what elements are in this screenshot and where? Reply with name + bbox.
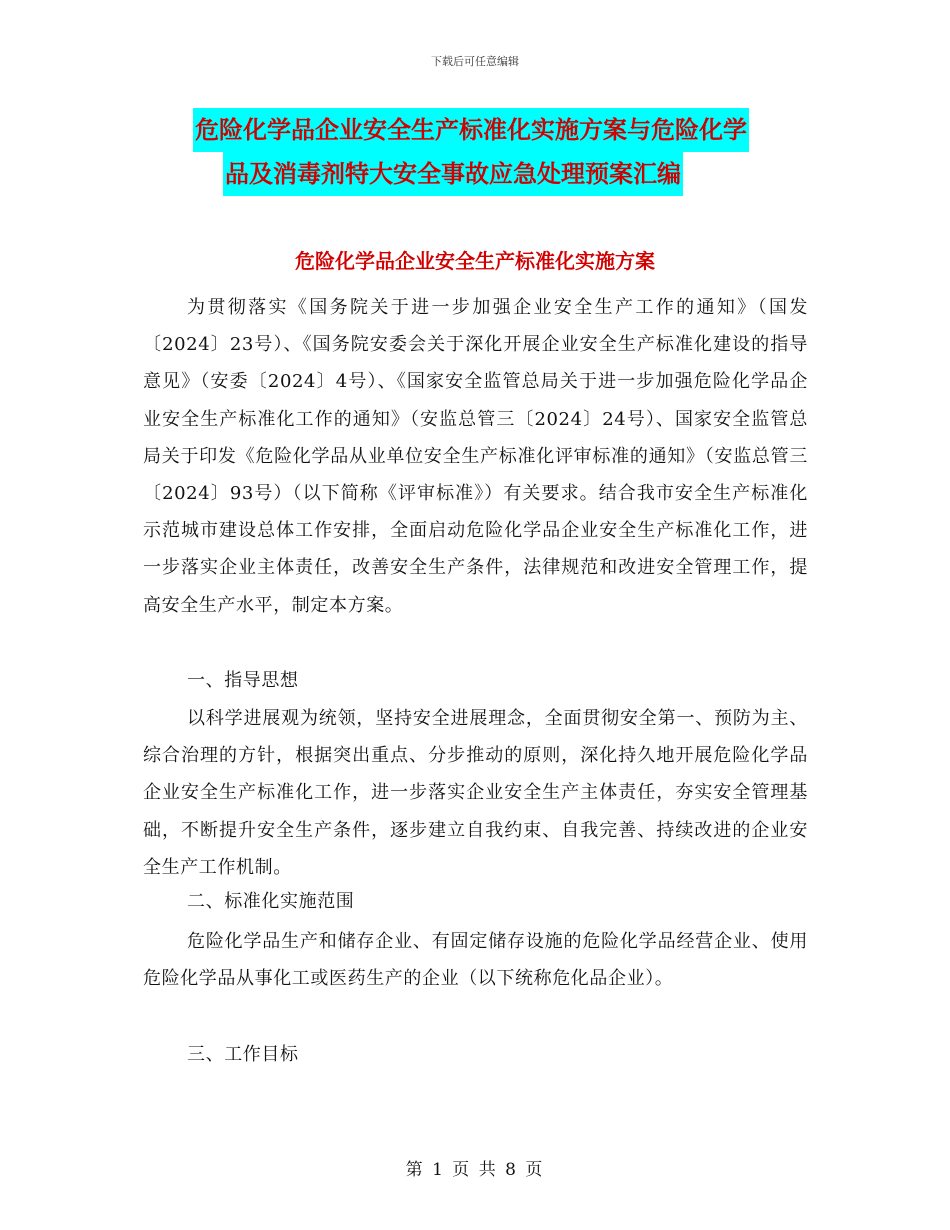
heading-goals: 三、工作目标 [187, 1044, 299, 1065]
title-highlight-1: 危险化学品企业安全生产标准化实施方案与危险化学 [193, 108, 749, 152]
paragraph-scope: 危险化学品生产和储存企业、有固定储存设施的危险化学品经营企业、使用危险化学品从事化工或医药生产的企业（以下统称危化品企业）。 [143, 931, 808, 990]
section-title: 危险化学品企业安全生产标准化实施方案 [295, 249, 655, 273]
paragraph-intro: 为贯彻落实《国务院关于进一步加强企业安全生产工作的通知》（国发〔2024〕23号）、《国务院安委会关于深化开展企业安全生产标准化建设的指导意见》（安委〔2024〕4号）、《国家安全监管总局关于进一步加强危险化学品企业安全生产标准化工作的通知》（安监总管三〔2024〕24号）、国家安全监管总局关于印发《危险化学品从业单位安全生产标准化评审标准的通知》（安监总管三〔2024〕93号）（以下简称《评审标准》）有关要求。结合我市安全生产标准化示范城市建设总体工作安排，全面启动危险化学品企业安全生产标准化工作，进一步落实企业主体责任，改善安全生产条件，法律规范和改进安全管理工作，提高安全生产水平，制定本方案。 [143, 297, 808, 616]
paragraph-guiding-ideology: 以科学进展观为统领，坚持安全进展理念，全面贯彻安全第一、预防为主、综合治理的方针，根据突出重点、分步推动的原则，深化持久地开展危险化学品企业安全生产标准化工作，进一步落实企业安全生产主体责任，夯实安全管理基础，不断提升安全生产条件，逐步建立自我约束、自我完善、持续改进的企业安全生产工作机制。 [143, 708, 808, 878]
main-title-line-2 [223, 152, 903, 196]
title-highlight-2: 品及消毒剂特大安全事故应急处理预案汇编 [223, 152, 683, 196]
main-title-line-1 [193, 108, 873, 152]
page-footer: 第 1 页 共 8 页 [405, 1160, 545, 1180]
heading-guiding-ideology: 一、指导思想 [187, 670, 299, 691]
header-note: 下载后可任意编辑 [431, 55, 519, 68]
heading-scope: 二、标准化实施范围 [187, 891, 355, 912]
